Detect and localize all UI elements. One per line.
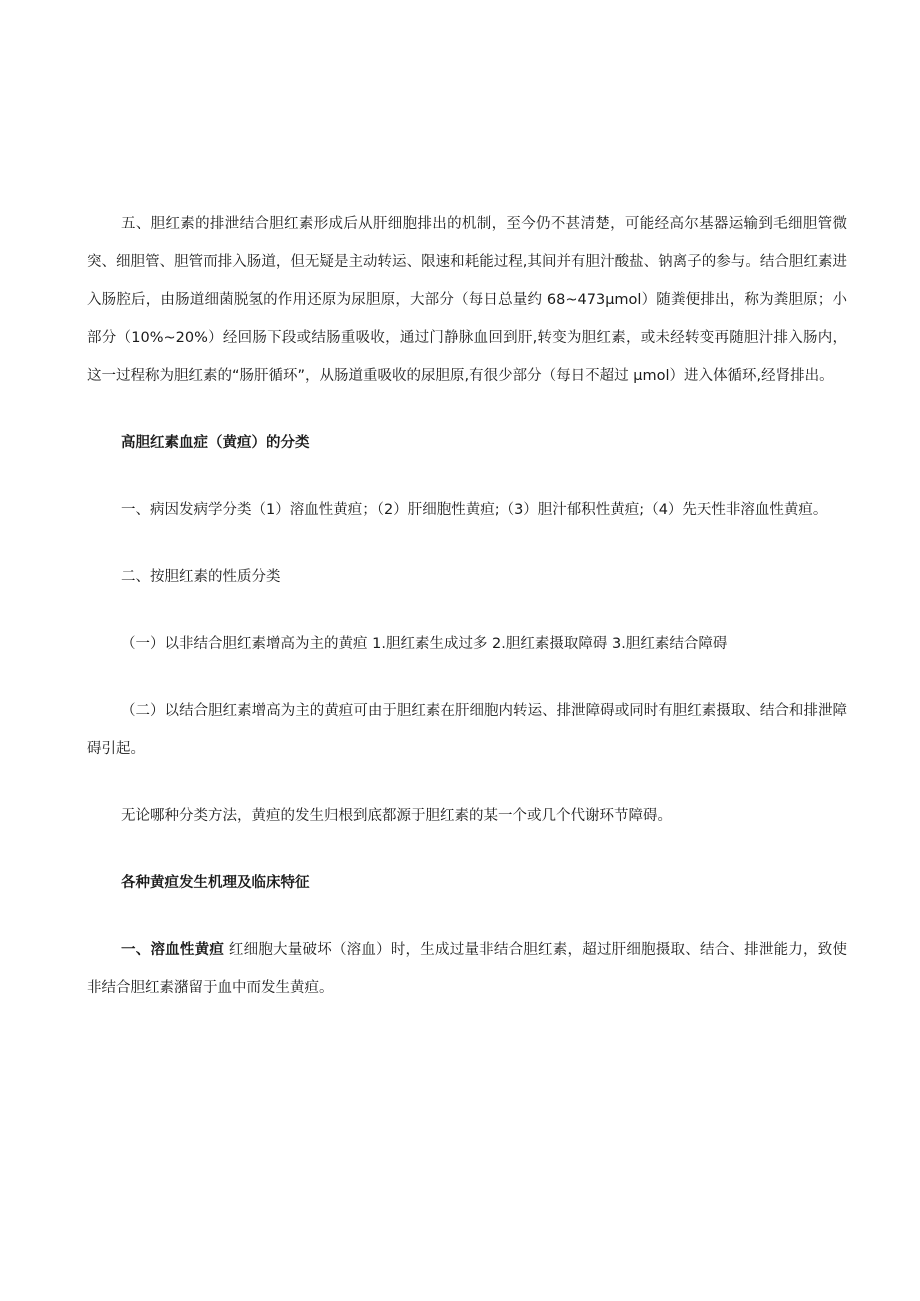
- document-body: [87, 205, 847, 1007]
- paragraph-conjugated-jaundice: （二）以结合胆红素增高为主的黄疸可由于胆红素在肝细胞内转运、排泄障碍或同时有胆红素摄取、结合和排泄障碍引起。: [87, 703, 847, 757]
- hemolytic-jaundice-text: 红细胞大量破坏（溶血）时，生成过量非结合胆红素，超过肝细胞摄取、结合、排泄能力，致使非结合胆红素潴留于血中而发生黄疸。: [87, 942, 848, 996]
- paragraph-unconjugated-jaundice: （一）以非结合胆红素增高为主的黄疸 1.胆红素生成过多 2.胆红素摄取障碍 3.胆红素结合障碍: [121, 636, 728, 652]
- heading-jaundice-classification: 高胆红素血症（黄疸）的分类: [121, 435, 310, 451]
- hemolytic-jaundice-title: 一、溶血性黄疸: [121, 942, 225, 958]
- paragraph-nature-classification: 二、按胆红素的性质分类: [121, 569, 281, 585]
- paragraph-bilirubin-excretion: 五、胆红素的排泄结合胆红素形成后从肝细胞排出的机制，至今仍不甚清楚，可能经高尔基器运输到毛细胆管微突、细胆管、胆管而排入肠道，但无疑是主动转运、限速和耗能过程,其间并有胆汁酸盐、钠离子的参与。结合胆红素进入肠腔后，由肠道细菌脱氢的作用还原为尿胆原，大部分（每日总量约 68~473μmol）随粪便排出，称为粪胆原；小部分（10%~20%）经回肠下段或结肠重吸收，通过门静脉血回到肝,转变为胆红素，或未经转变再随胆汁排入肠内，这一过程称为胆红素的“肠肝循环”，从肠道重吸收的尿胆原,有很少部分（每日不超过 μmol）进入体循环,经肾排出。: [87, 216, 847, 384]
- heading-jaundice-mechanism: 各种黄疸发生机理及临床特征: [121, 875, 310, 891]
- paragraph-etiology-classification: 一、病因发病学分类（1）溶血性黄疸；（2）肝细胞性黄疸;（3）胆汁郁积性黄疸;（4）先天性非溶血性黄疸。: [121, 502, 828, 518]
- paragraph-summary: 无论哪种分类方法，黄疸的发生归根到底都源于胆红素的某一个或几个代谢环节障碍。: [121, 808, 672, 824]
- paragraph-hemolytic-jaundice: [87, 931, 847, 1007]
